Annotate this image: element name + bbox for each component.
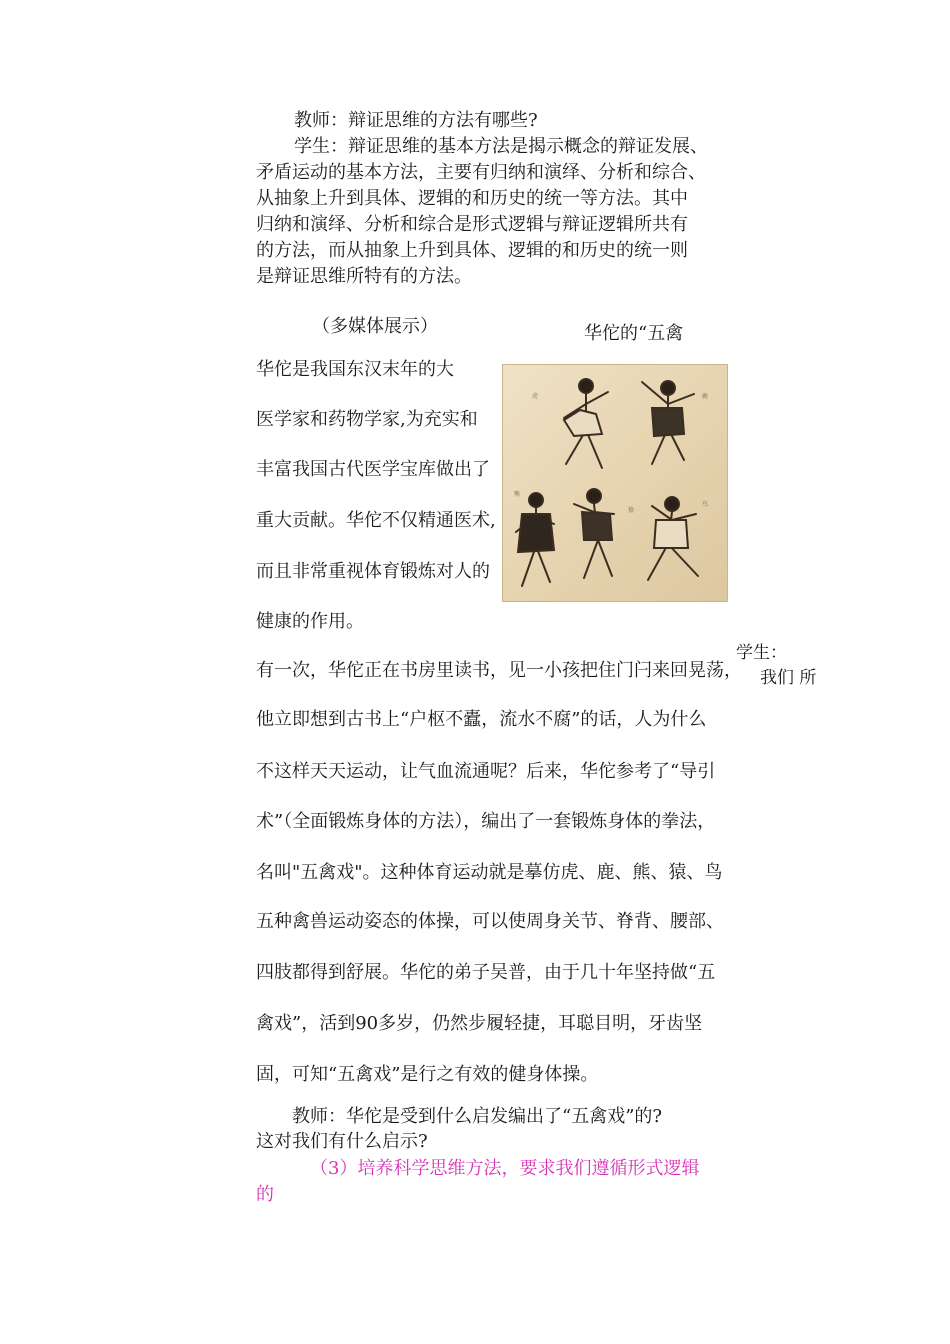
story-line: 固，可知“五禽戏”是行之有效的健身体操。 <box>256 1064 599 1085</box>
student-answer-line: 归纳和演绎、分析和综合是形式逻辑与辩证逻辑所共有 <box>256 214 688 235</box>
story-line: 健康的作用。 <box>256 611 364 632</box>
svg-text:猿: 猿 <box>628 507 635 514</box>
multimedia-label: （多媒体展示） <box>312 316 438 337</box>
svg-text:虎: 虎 <box>532 393 539 400</box>
student-answer-line: 从抽象上升到具体、逻辑的和历史的统一等方法。其中 <box>256 188 688 209</box>
story-line: 不这样天天运动，让气血流通呢？后来，华佗参考了“导引 <box>256 761 716 782</box>
story-line: 五种禽兽运动姿态的体操，可以使周身关节、脊背、腰部、 <box>256 911 724 932</box>
intro-section <box>256 108 736 290</box>
figures-drawing <box>502 364 728 602</box>
svg-text:鹿: 鹿 <box>702 393 709 400</box>
story-line: 禽戏”，活到90多岁，仍然步履轻捷，耳聪目明，牙齿坚 <box>256 1013 703 1034</box>
student-answer-line: 学生：辩证思维的基本方法是揭示概念的辩证发展、 <box>294 136 708 157</box>
story-line: 他立即想到古书上“户枢不蠹，流水不腐”的话，人为什么 <box>256 709 707 730</box>
clipped-caption <box>584 316 744 344</box>
student-answer-line: 矛盾运动的基本方法，主要有归纳和演绎、分析和综合、 <box>256 162 706 183</box>
student-answer-line: 是辩证思维所特有的方法。 <box>256 266 472 287</box>
teacher-question: 教师：辩证思维的方法有哪些? <box>294 110 538 131</box>
side-note-label: 学生： <box>736 643 787 663</box>
story-line: 重大贡献。华佗不仅精通医术, <box>256 510 496 531</box>
story-line: 华佗是我国东汉末年的大 <box>256 359 454 380</box>
teacher-prompt: 这对我们有什么启示? <box>256 1131 428 1152</box>
side-note-text: 我们 所 <box>760 668 817 688</box>
highlight-heading: （3）培养科学思维方法，要求我们遵循形式逻辑 <box>310 1158 700 1179</box>
story-line: 有一次，华佗正在书房里读书，见一小孩把住门闩来回晃荡， <box>256 660 742 681</box>
svg-text:熊: 熊 <box>514 491 521 498</box>
caption-text: 华佗的“五禽 <box>584 323 684 344</box>
student-answer-line: 的方法，而从抽象上升到具体、逻辑的和历史的统一则 <box>256 240 688 261</box>
story-line: 医学家和药物学家,为充实和 <box>256 409 478 430</box>
highlight-heading: 的 <box>256 1184 274 1205</box>
wuqinxi-illustration <box>502 364 728 602</box>
svg-text:鸟: 鸟 <box>702 501 709 508</box>
story-line: 而且非常重视体育锻炼对人的 <box>256 561 490 582</box>
story-line: 名叫"五禽戏"。这种体育运动就是摹仿虎、鹿、熊、猿、鸟 <box>256 862 723 883</box>
story-line: 丰富我国古代医学宝库做出了 <box>256 459 490 480</box>
story-line: 术”（全面锻炼身体的方法），编出了一套锻炼身体的拳法， <box>256 811 716 832</box>
story-line: 四肢都得到舒展。华佗的弟子吴普，由于几十年坚持做“五 <box>256 962 716 983</box>
teacher-prompt: 教师：华佗是受到什么启发编出了“五禽戏”的? <box>292 1106 663 1127</box>
